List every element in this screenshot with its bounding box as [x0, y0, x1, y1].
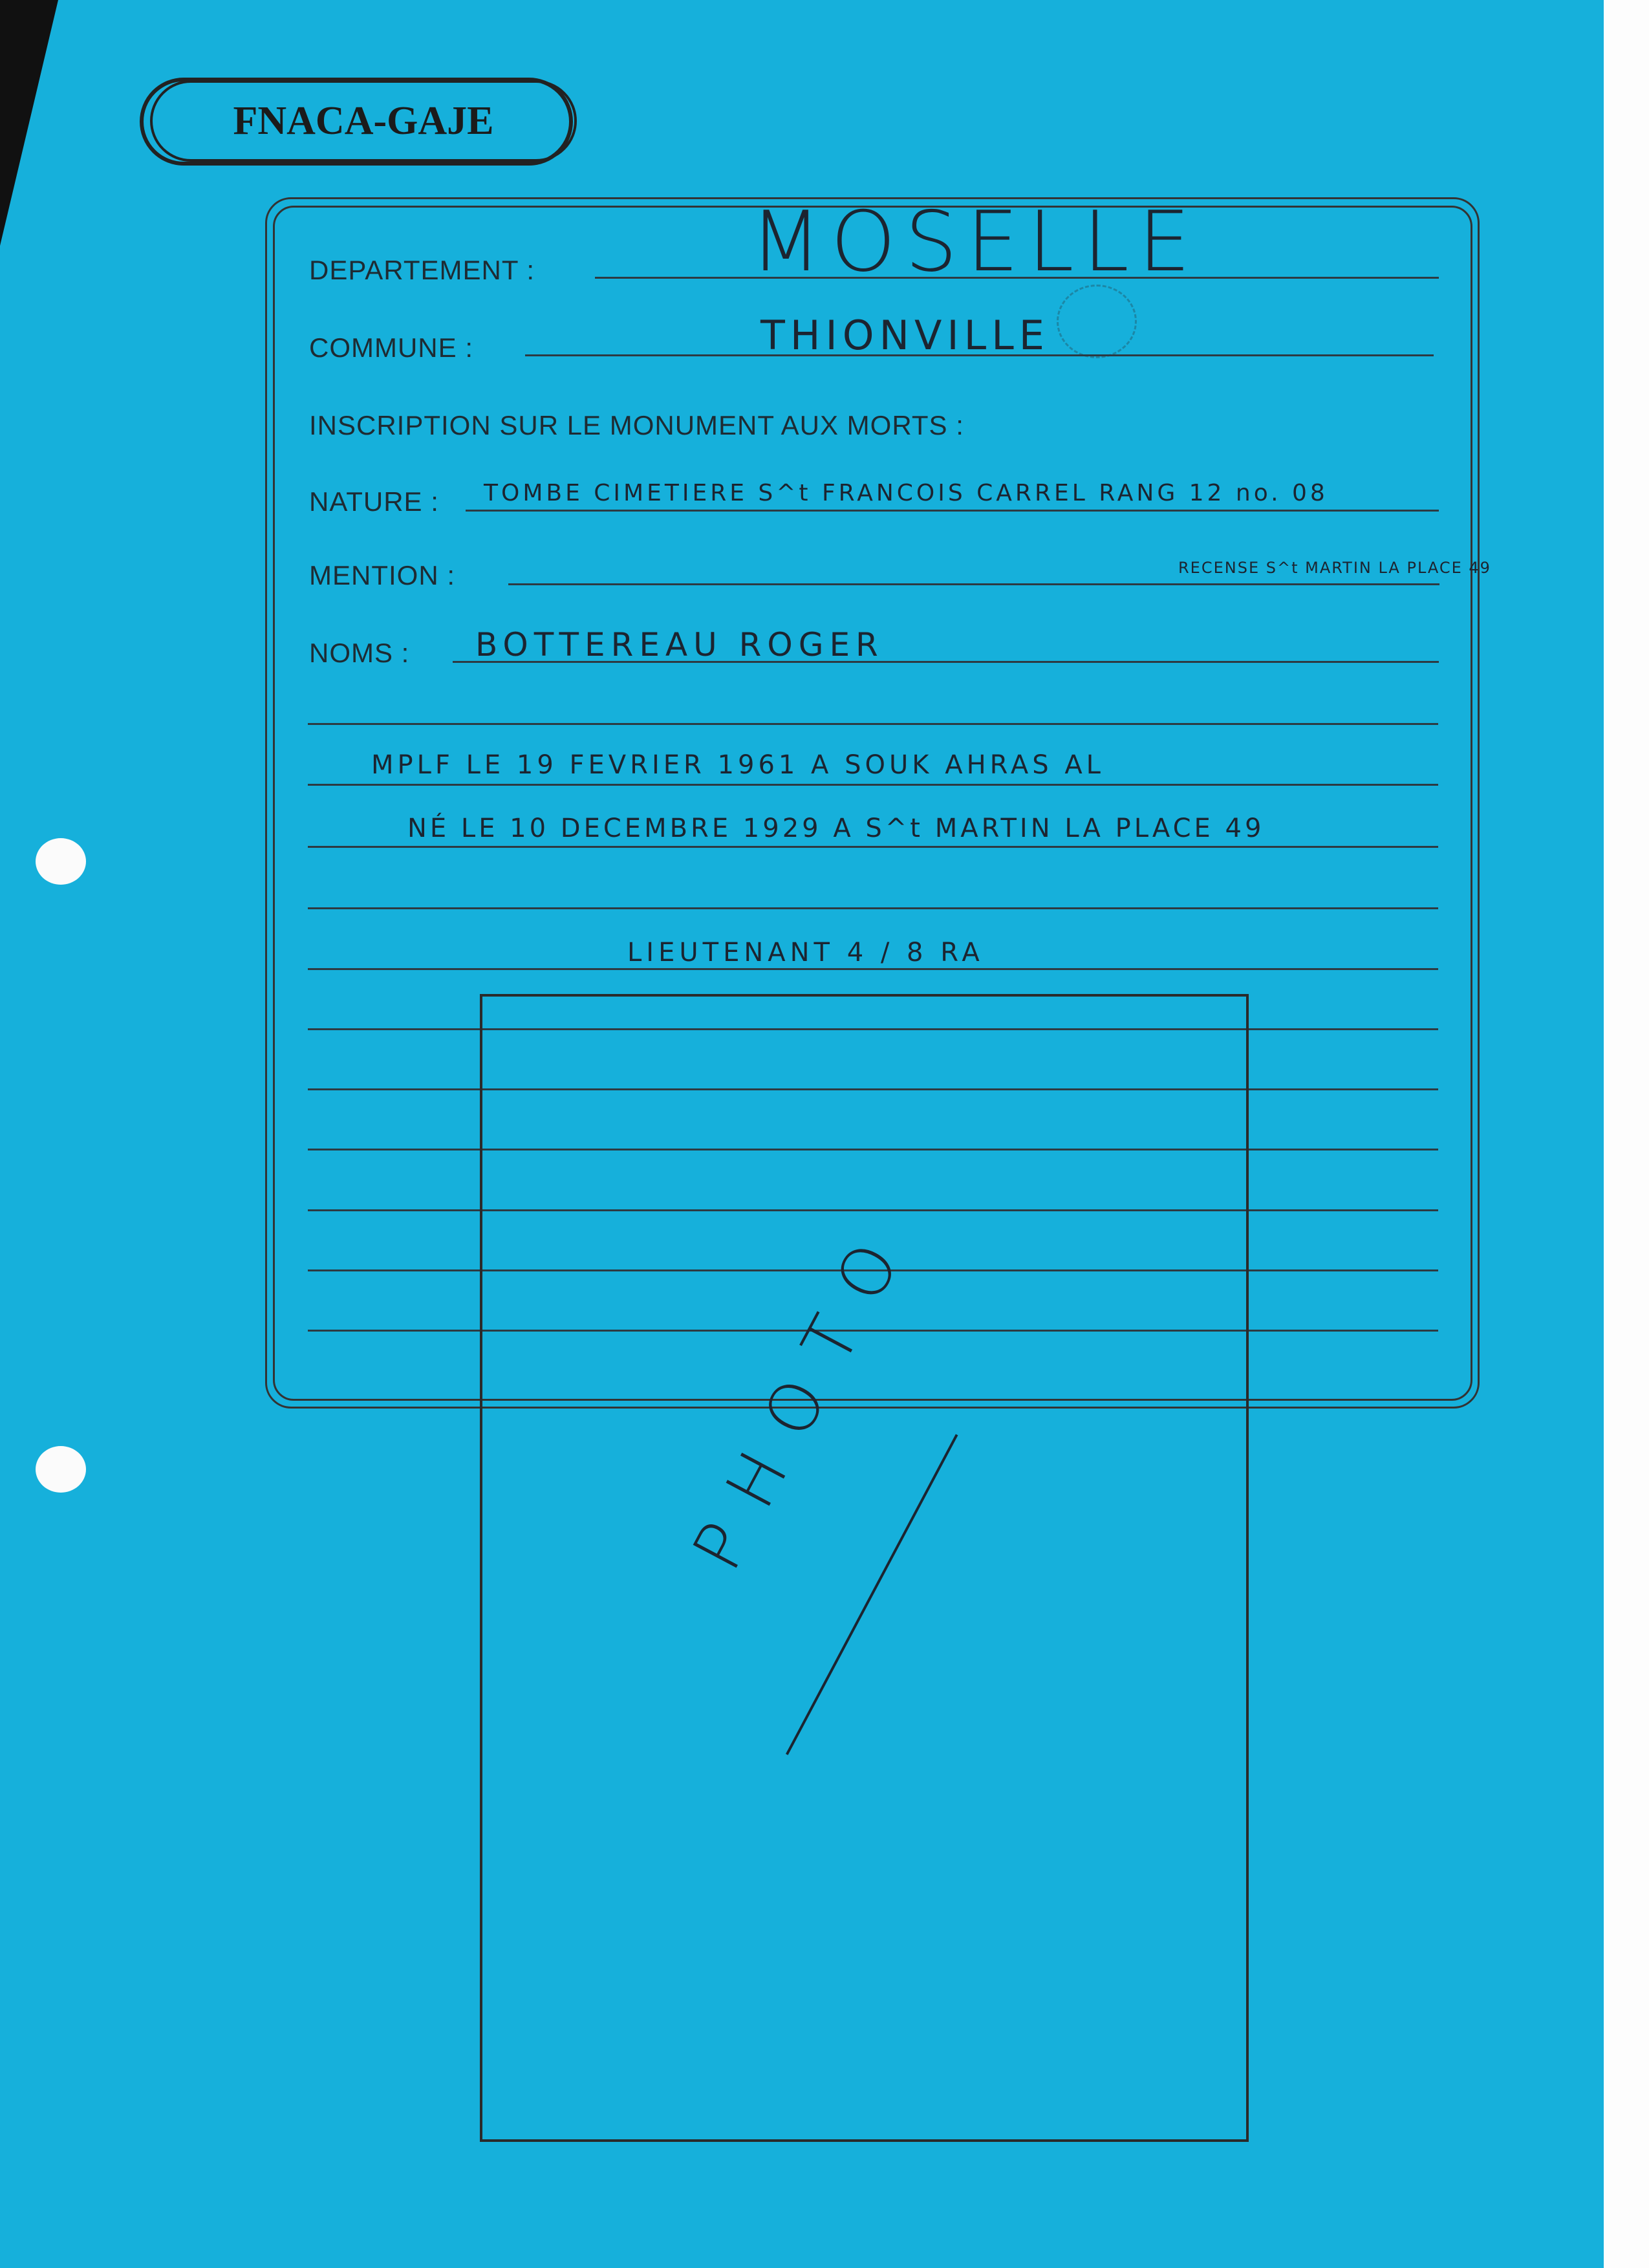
fnaca-logo: FNACA-GAJE — [150, 80, 577, 162]
commune-label: COMMUNE : — [309, 332, 473, 363]
handwritten-line-2[interactable]: NÉ LE 10 DECEMBRE 1929 A S^t MARTIN LA PLACE 49 — [407, 814, 1265, 843]
nature-line — [466, 510, 1439, 512]
form-line — [308, 723, 1438, 725]
punch-hole-bottom — [36, 1446, 86, 1493]
scan-margin — [1604, 0, 1649, 2268]
handwritten-line-3[interactable]: LIEUTENANT 4 / 8 RA — [627, 938, 984, 967]
noms-label: NOMS : — [309, 638, 410, 668]
inscription-label: INSCRIPTION SUR LE MONUMENT AUX MORTS : — [309, 410, 964, 440]
photo-box[interactable] — [480, 994, 1249, 2142]
punch-hole-top — [36, 838, 86, 885]
form-line — [308, 968, 1438, 970]
commune-value[interactable]: THIONVILLE — [760, 312, 1050, 359]
nature-value[interactable]: TOMBE CIMETIERE S^t FRANCOIS CARREL RANG 12 no. 08 — [484, 480, 1328, 506]
form-line — [308, 784, 1438, 786]
mention-line — [508, 583, 1439, 585]
nature-label: NATURE : — [309, 486, 439, 517]
mention-note[interactable]: RECENSE S^t MARTIN LA PLACE 49 — [1178, 559, 1491, 577]
handwritten-line-1[interactable]: MPLF LE 19 FEVRIER 1961 A SOUK AHRAS AL — [371, 750, 1105, 780]
photo-label: PHOTO — [677, 1204, 929, 1583]
mention-label: MENTION : — [309, 560, 455, 590]
form-line — [308, 907, 1438, 909]
departement-label: DEPARTEMENT : — [309, 255, 535, 285]
faint-stamp — [1057, 285, 1137, 358]
form-line — [308, 846, 1438, 848]
departement-value[interactable]: MOSELLE — [750, 194, 1200, 290]
noms-value[interactable]: BOTTEREAU ROGER — [475, 626, 884, 664]
scan-edge-shadow — [0, 0, 58, 246]
